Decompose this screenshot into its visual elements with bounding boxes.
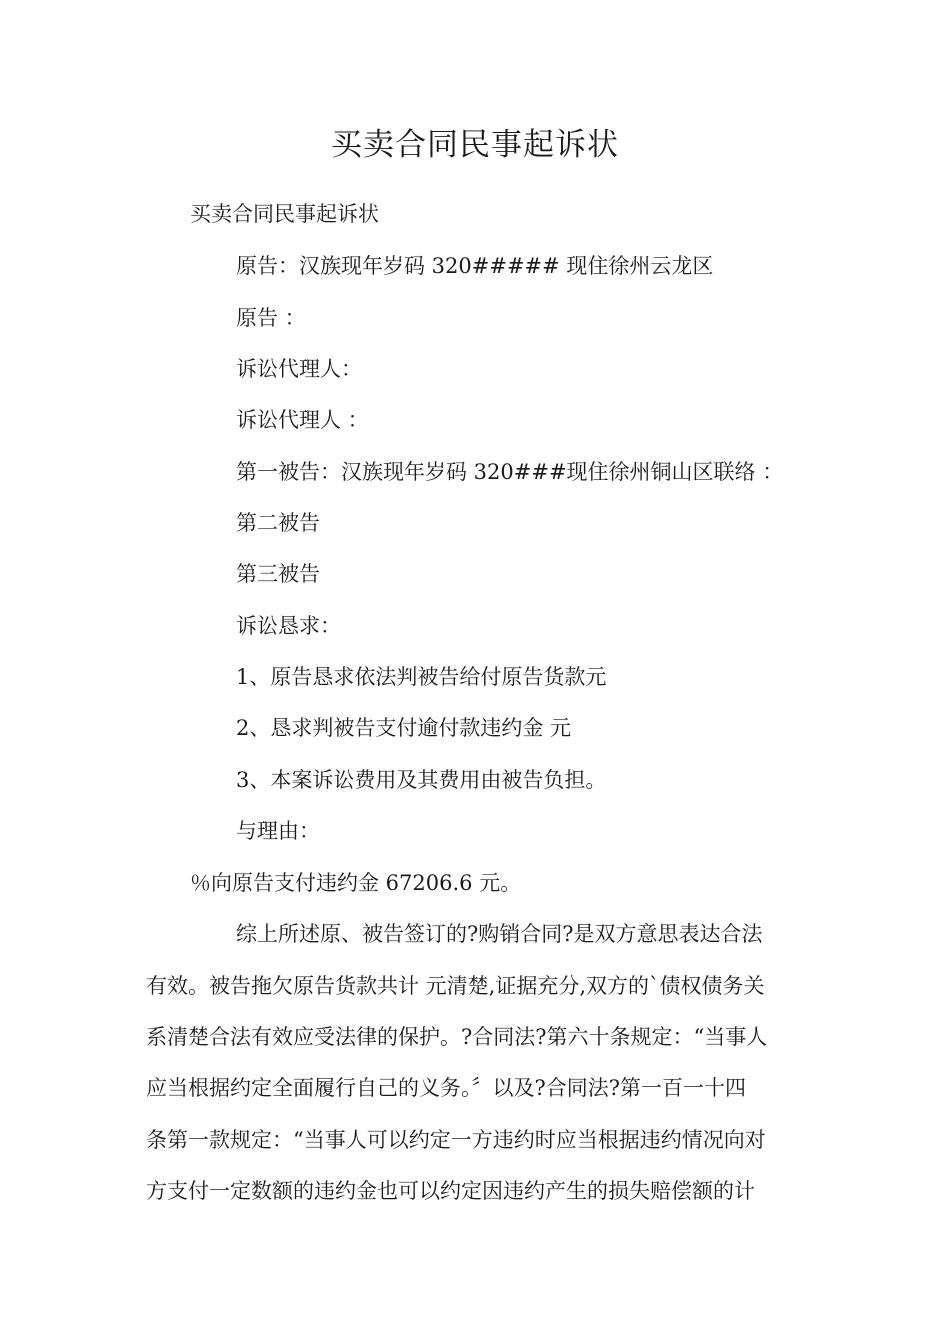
first-defendant-line: 第一被告：汉族现年岁码 320###现住徐州铜山区联络 ：: [236, 460, 784, 484]
plaintiff-line: 原告：汉族现年岁码 320##### 现住徐州云龙区: [236, 254, 714, 278]
third-defendant-line: 第三被告: [236, 562, 320, 586]
paragraph-line: 条第一款规定：“当事人可以约定一方违约时应当根据违约情况向对: [146, 1128, 766, 1152]
reasons-heading: 与理由：: [236, 819, 320, 843]
claim-item-3: 3、本案诉讼费用及其费用由被告负担。: [236, 768, 607, 792]
penalty-line: ％向原告支付违约金 67206.6 元。: [190, 871, 522, 895]
document-title: 买卖合同民事起诉状: [331, 127, 619, 163]
paragraph-line: 方支付一定数额的违约金也可以约定因违约产生的损失赔偿额的计: [146, 1179, 755, 1203]
claim-item-1: 1、原告恳求依法判被告给付原告货款元: [236, 665, 607, 689]
plaintiff-line-2: 原告 ：: [236, 306, 306, 330]
claims-heading: 诉讼恳求：: [236, 614, 341, 638]
document-subtitle: 买卖合同民事起诉状: [190, 202, 379, 226]
paragraph-line: 综上所述原、被告签订的?购销合同?是双方意思表达合法: [236, 922, 763, 946]
agent-line: 诉讼代理人：: [236, 357, 362, 381]
paragraph-line: 系清楚合法有效应受法律的保护。?合同法?第六十条规定：“当事人: [146, 1025, 768, 1049]
agent-line-2: 诉讼代理人 ：: [236, 408, 369, 432]
paragraph-line: 应当根据约定全面履行自己的义务。〞以及?合同法?第一百一十四: [146, 1076, 747, 1100]
paragraph-line: 有效。被告拖欠原告货款共计 元清楚,证据充分,双方的`债权债务关: [146, 974, 765, 998]
claim-item-2: 2、恳求判被告支付逾付款违约金 元: [236, 716, 572, 740]
second-defendant-line: 第二被告: [236, 511, 320, 535]
